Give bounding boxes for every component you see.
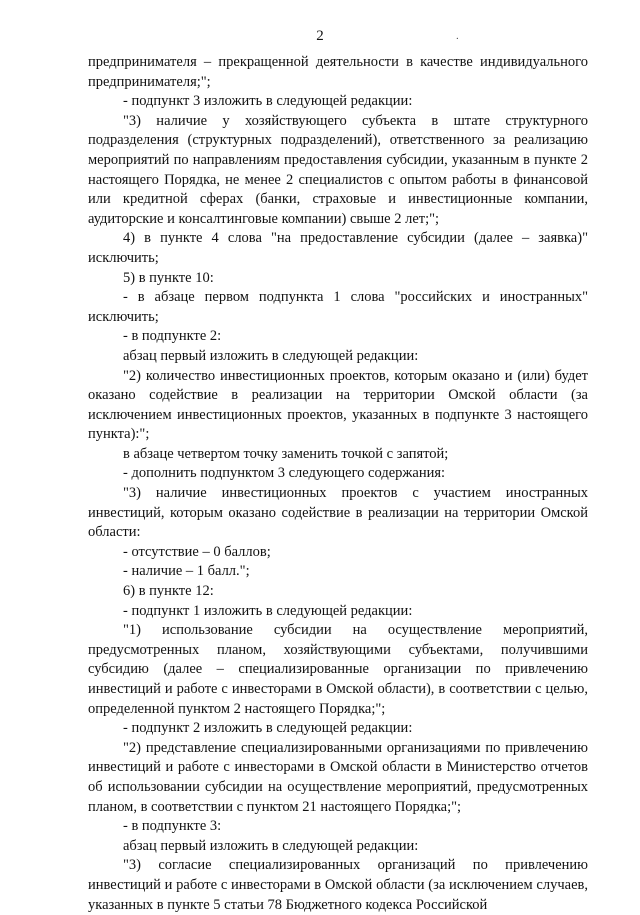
paragraph: - подпункт 1 изложить в следующей редакции: (123, 602, 413, 619)
paragraph: - в подпункте 3: (123, 818, 222, 835)
paragraph: "3) наличие инвестиционных проектов с участием иностранных инвестиций, которым оказано содействие в реализации на территории Омской области: (88, 485, 588, 541)
paragraph: абзац первый изложить в следующей редакции: (123, 837, 419, 854)
paragraph: 6) в пункте 12: (123, 583, 214, 600)
paragraph: в абзаце четвертом точку заменить точкой с запятой; (123, 445, 449, 462)
paragraph: "1) использование субсидии на осуществление мероприятий, предусмотренных планом, хозяйствующими субъектами, получившими субсидию (далее – специализированные организации по привлечению инвестиций и работе с инвесторами в Омской области), в соответствии с целью, определенной пунктом 2 настоящего Порядка;"; (88, 622, 588, 717)
paragraph: 4) в пункте 4 слова "на предоставление субсидии (далее – заявка)" исключить; (88, 230, 588, 266)
paragraph: - в абзаце первом подпункта 1 слова "российских и иностранных" исключить; (88, 289, 588, 325)
body-text (88, 53, 588, 915)
paragraph: - подпункт 2 изложить в следующей редакции: (123, 720, 413, 737)
paragraph: - в подпункте 2: (123, 328, 222, 345)
paragraph: - отсутствие – 0 баллов; (123, 543, 271, 560)
paragraph: абзац первый изложить в следующей редакции: (123, 347, 419, 364)
paragraph: "2) количество инвестиционных проектов, которым оказано и (или) будет оказано содействие в реализации на территории Омской области (за исключением инвестиционных проектов, указанных в подпункте 3 настоящего пункта):"; (88, 367, 588, 443)
paragraph: - подпункт 3 изложить в следующей редакции: (123, 93, 413, 110)
paragraph: - дополнить подпунктом 3 следующего содержания: (123, 465, 446, 482)
corner-mark: . (456, 30, 459, 42)
paragraph: "3) наличие у хозяйствующего субъекта в штате структурного подразделения (структурных подразделений), ответственного за реализацию мероприятий по направлениям предоставления субсидии, указанным в пункте 2 настоящего Порядка, не менее 2 специалистов с опытом работы в финансовой или кредитной сферах (банки, страховые и инвестиционные компании, аудиторские и консалтинговые компании) свыше 2 лет;"; (88, 112, 588, 227)
paragraph: "2) представление специализированными организациями по привлечению инвестиций и работе с инвесторами в Омской области в Министерство отчетов об использовании субсидии на осуществление мероприятий, предусмотренных планом, в соответствии с пунктом 21 настоящего Порядка;"; (88, 739, 588, 815)
paragraph: 5) в пункте 10: (123, 269, 214, 286)
page-number: 2 (316, 28, 324, 44)
paragraph: "3) согласие специализированных организаций по привлечению инвестиций и работе с инвесторами в Омской области (за исключением случаев, указанных в пункте 5 статьи 78 Бюджетного кодекса Российской (88, 857, 588, 913)
paragraph: - наличие – 1 балл."; (123, 563, 250, 580)
paragraph: предпринимателя – прекращенной деятельности в качестве индивидуального предпринимателя;"; (88, 54, 588, 90)
